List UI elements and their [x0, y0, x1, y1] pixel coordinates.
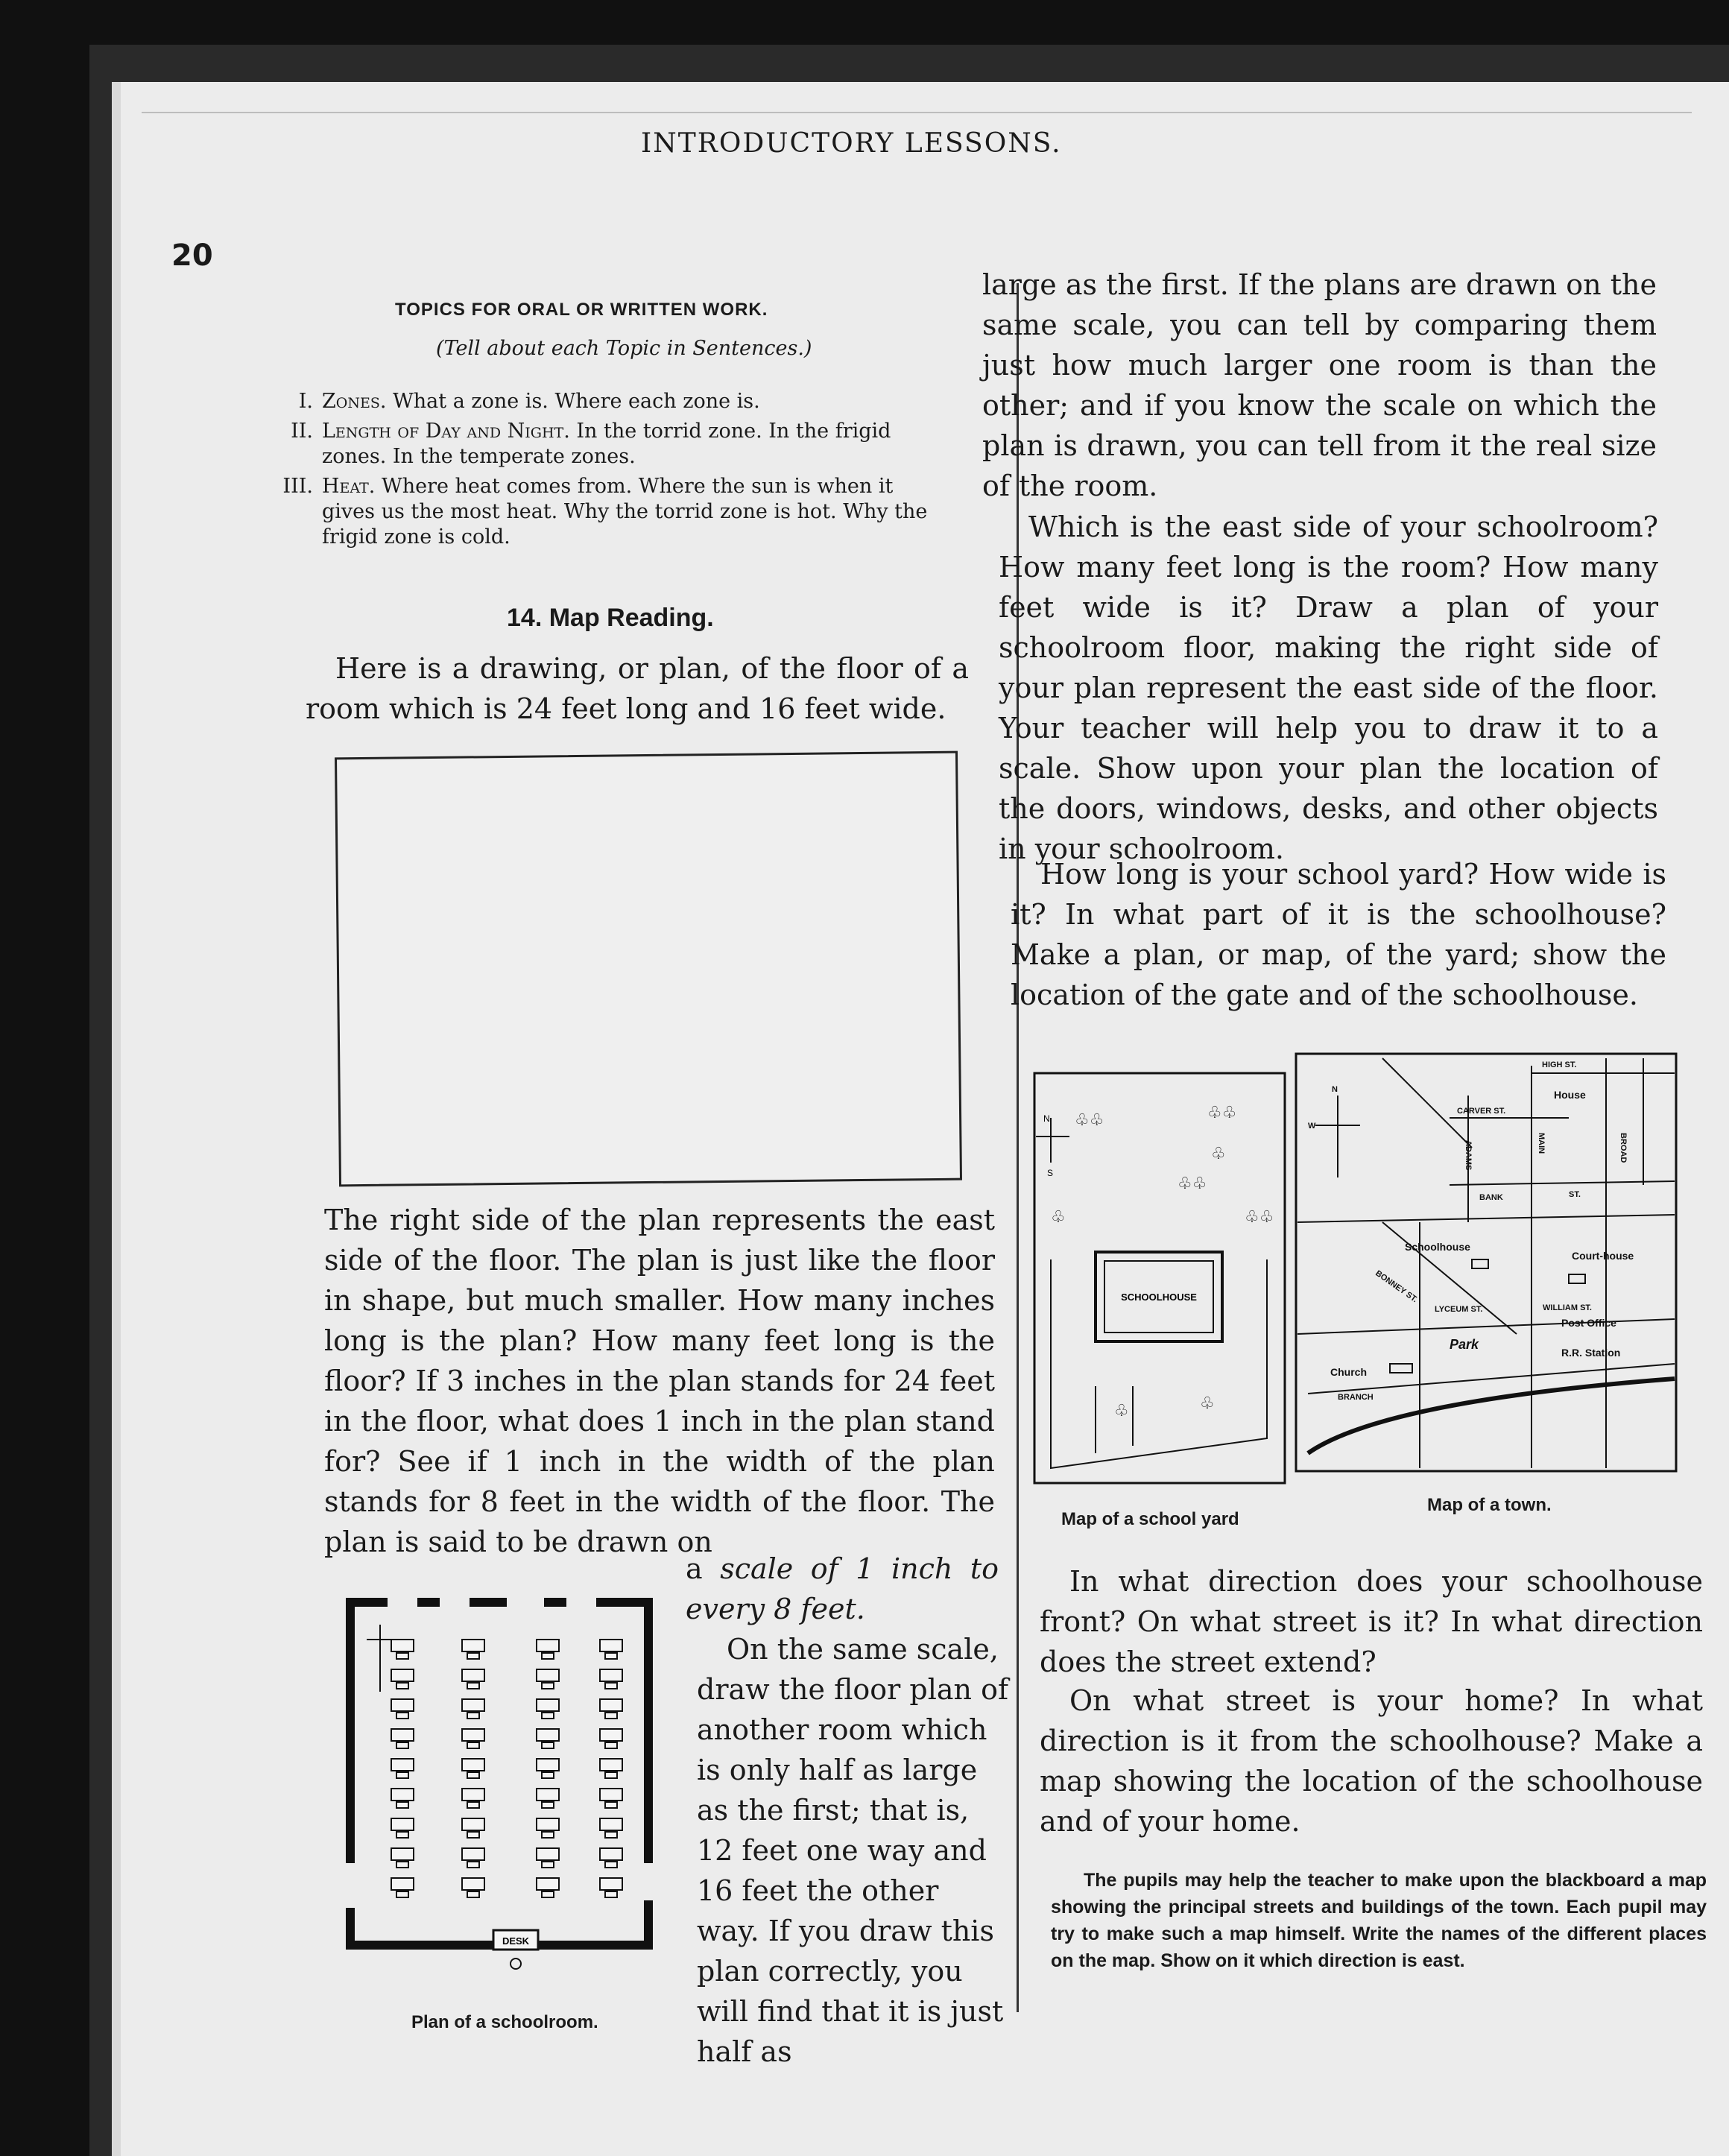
school-desk — [537, 1759, 559, 1771]
school-desk — [537, 1848, 559, 1860]
label-lyceum-st: LYCEUM ST. — [1435, 1305, 1483, 1314]
school-seat — [396, 1713, 408, 1719]
svg-text:♧♧: ♧♧ — [1207, 1104, 1237, 1122]
svg-text:♧: ♧ — [1114, 1402, 1129, 1420]
school-seat — [467, 1832, 479, 1838]
school-desk — [537, 1729, 559, 1741]
topic-text: In the torrid zone. In the frigid zones. In the temperate zones. — [322, 420, 891, 468]
svg-text:♧♧: ♧♧ — [1178, 1175, 1207, 1193]
school-desk — [462, 1818, 484, 1830]
school-seat — [542, 1653, 554, 1659]
school-seat — [605, 1802, 617, 1808]
label-broad: BROAD — [1619, 1133, 1628, 1163]
right-paragraph-2: Which is the east side of your schoolroom? How many feet long is the room? How many feet wide is it? Draw a plan of your schoolroom floor, making the right side of your plan represent the east side of the floor. Your teacher will help you to draw it to a scale. Show upon your plan the location of the doors, windows, desks, and other objects in your schoolroom. — [999, 510, 1658, 865]
label-courthouse: Court-house — [1572, 1250, 1634, 1262]
school-desk — [600, 1878, 622, 1890]
school-desk — [600, 1729, 622, 1741]
school-seat — [396, 1772, 408, 1778]
label-branch: BRANCH — [1338, 1393, 1374, 1402]
compass-s: S — [1047, 1168, 1054, 1178]
school-seat — [542, 1891, 554, 1897]
schoolhouse-label: SCHOOLHOUSE — [1121, 1292, 1197, 1303]
school-seat — [396, 1862, 408, 1868]
school-seat — [605, 1742, 617, 1748]
school-desk — [462, 1669, 484, 1681]
school-seat — [542, 1802, 554, 1808]
school-seat — [605, 1891, 617, 1897]
school-seat — [467, 1802, 479, 1808]
school-desk — [391, 1818, 414, 1830]
topic-number: II. — [291, 420, 313, 443]
school-desk — [391, 1848, 414, 1860]
page-number: 20 — [171, 238, 213, 273]
topic-title: Zones. — [322, 390, 387, 413]
school-seat — [542, 1832, 554, 1838]
topic-title: Heat. — [322, 475, 376, 498]
school-seat — [467, 1862, 479, 1868]
school-desk — [600, 1640, 622, 1651]
school-seat — [542, 1713, 554, 1719]
right-paragraph-3: How long is your school yard? How wide is it? In what part of it is the schoolhouse? Make a plan, or map, of the yard; show the location of the gate and of the schoolhouse. — [1011, 858, 1666, 1011]
right-paragraph-4: In what direction does your schoolhouse front? On what street is it? In what direction does the street extend? — [1040, 1565, 1703, 1678]
school-seat — [396, 1832, 408, 1838]
school-desk — [600, 1848, 622, 1860]
school-desk — [391, 1669, 414, 1681]
label-william-st: WILLIAM ST. — [1543, 1303, 1592, 1312]
compass-n: N — [1332, 1085, 1338, 1094]
school-desk — [391, 1759, 414, 1771]
school-seat — [542, 1742, 554, 1748]
school-desk — [462, 1640, 484, 1651]
topic-item — [268, 419, 961, 471]
school-desk — [537, 1818, 559, 1830]
town-caption: Map of a town. — [1427, 1495, 1552, 1515]
school-yard-map — [1028, 1066, 1297, 1498]
label-adams: ADAMS — [1464, 1140, 1473, 1171]
compass-w: W — [1308, 1122, 1316, 1131]
school-seat — [542, 1772, 554, 1778]
label-schoolhouse: Schoolhouse — [1405, 1241, 1470, 1253]
label-bank: BANK — [1479, 1193, 1503, 1202]
school-seat — [605, 1832, 617, 1838]
desk-label: DESK — [502, 1935, 530, 1947]
top-rule — [142, 112, 1692, 113]
school-desk — [537, 1699, 559, 1711]
school-desk — [600, 1759, 622, 1771]
running-head: INTRODUCTORY LESSONS. — [641, 128, 1062, 159]
school-desk — [600, 1818, 622, 1830]
school-seat — [467, 1891, 479, 1897]
svg-text:♧: ♧ — [1211, 1145, 1226, 1163]
school-seat — [542, 1862, 554, 1868]
right-paragraph-1: large as the first. If the plans are drawn on the same scale, you can tell by comparing them just how much larger one room is than the other; and if you know the scale on which the plan is drawn, you can tell from it the real size of the room. — [982, 268, 1657, 502]
school-seat — [605, 1862, 617, 1868]
school-desk — [391, 1789, 414, 1801]
body-paragraph: The right side of the plan represents the east side of the floor. The plan is just like the floor in shape, but much smaller. How many inches long is the plan? How many feet long is the floor? If 3 inches in the plan stands for 24 feet in the floor, what does 1 inch in the plan stand for? See if 1 inch in the width of the plan stands for 8 feet in the width of the floor. The plan is said to be drawn on — [324, 1204, 995, 1558]
topic-number: I. — [298, 390, 313, 413]
topic-title: Length of Day and Night. — [322, 420, 570, 443]
school-desk — [391, 1878, 414, 1890]
label-house: House — [1554, 1089, 1586, 1101]
school-desk — [600, 1669, 622, 1681]
scale-text: scale of 1 inch to every 8 feet. — [686, 1552, 999, 1625]
label-park: Park — [1450, 1337, 1479, 1352]
school-desk — [537, 1878, 559, 1890]
school-desk — [462, 1848, 484, 1860]
school-seat — [396, 1742, 408, 1748]
label-bonney-st: BONNEY ST. — [1374, 1268, 1420, 1305]
school-seat — [467, 1683, 479, 1689]
school-desk — [537, 1789, 559, 1801]
compass-n: N — [1043, 1113, 1050, 1124]
scale-line — [686, 1549, 999, 1629]
schoolroom-caption: Plan of a schoolroom. — [411, 2012, 598, 2032]
label-carver-st: CARVER ST. — [1457, 1107, 1506, 1116]
school-seat — [605, 1653, 617, 1659]
yard-caption: Map of a school yard — [1061, 1509, 1239, 1529]
school-desk — [462, 1699, 484, 1711]
intro-paragraph: Here is a drawing, or plan, of the floor of a room which is 24 feet long and 16 feet wide. — [306, 652, 969, 725]
school-seat — [396, 1802, 408, 1808]
svg-text:♧: ♧ — [1051, 1208, 1066, 1227]
label-church: Church — [1330, 1366, 1367, 1378]
school-desk — [391, 1729, 414, 1741]
school-desk — [391, 1640, 414, 1651]
label-rr-station: R.R. Station — [1561, 1347, 1621, 1359]
school-desk — [600, 1699, 622, 1711]
right-paragraph-5: On what street is your home? In what direction is it from the schoolhouse? Make a map showing the location of the schoolhouse and of your home. — [1040, 1684, 1703, 1838]
svg-text:♧♧: ♧♧ — [1075, 1111, 1104, 1130]
school-seat — [396, 1891, 408, 1897]
school-seat — [396, 1653, 408, 1659]
topics-subheading: (Tell about each Topic in Sentences.) — [436, 337, 812, 360]
school-desk — [600, 1789, 622, 1801]
school-desk — [391, 1699, 414, 1711]
school-desk — [462, 1729, 484, 1741]
scale-a: a — [686, 1552, 703, 1585]
label-main: MAIN — [1537, 1133, 1546, 1154]
school-seat — [396, 1683, 408, 1689]
label-st: ST. — [1569, 1190, 1581, 1199]
schoolroom-plan — [343, 1595, 671, 1997]
svg-text:♧♧: ♧♧ — [1245, 1208, 1274, 1227]
school-desk — [462, 1759, 484, 1771]
label-high-st: HIGH ST. — [1542, 1060, 1577, 1069]
svg-text:♧: ♧ — [1200, 1394, 1215, 1413]
school-seat — [467, 1742, 479, 1748]
side-paragraph: On the same scale, draw the floor plan of another room which is only half as large as the first; that is, 12 feet one way and 16 feet the other way. If you draw this plan correctly, you will find that it is just half as — [697, 1633, 1009, 2068]
section-title: 14. Map Reading. — [507, 604, 714, 632]
school-seat — [467, 1713, 479, 1719]
label-post-office: Post Office — [1561, 1317, 1616, 1329]
topic-text: What a zone is. Where each zone is. — [393, 390, 760, 413]
school-seat — [605, 1772, 617, 1778]
school-desk — [462, 1878, 484, 1890]
teacher-note: The pupils may help the teacher to make upon the blackboard a map showing the principal streets and buildings of the town. Each pupil may try to make such a map himself. Write the names of the different places on the map. Show on it which direction is east. — [1051, 1870, 1707, 1971]
floor-plan-box — [335, 751, 962, 1187]
school-seat — [467, 1653, 479, 1659]
topic-item — [268, 474, 961, 556]
school-desk — [537, 1669, 559, 1681]
town-map — [1293, 1051, 1681, 1476]
topic-text: Where heat comes from. Where the sun is when it gives us the most heat. Why the torrid zone is hot. Why the frigid zone is cold. — [322, 475, 928, 549]
topics-heading: TOPICS FOR ORAL OR WRITTEN WORK. — [395, 300, 768, 320]
school-desk — [462, 1789, 484, 1801]
school-seat — [605, 1713, 617, 1719]
school-seat — [467, 1772, 479, 1778]
topic-number: III. — [282, 475, 313, 498]
school-seat — [542, 1683, 554, 1689]
tree-marks — [1051, 1104, 1274, 1420]
school-seat — [605, 1683, 617, 1689]
school-desk — [537, 1640, 559, 1651]
topic-item — [268, 389, 961, 419]
